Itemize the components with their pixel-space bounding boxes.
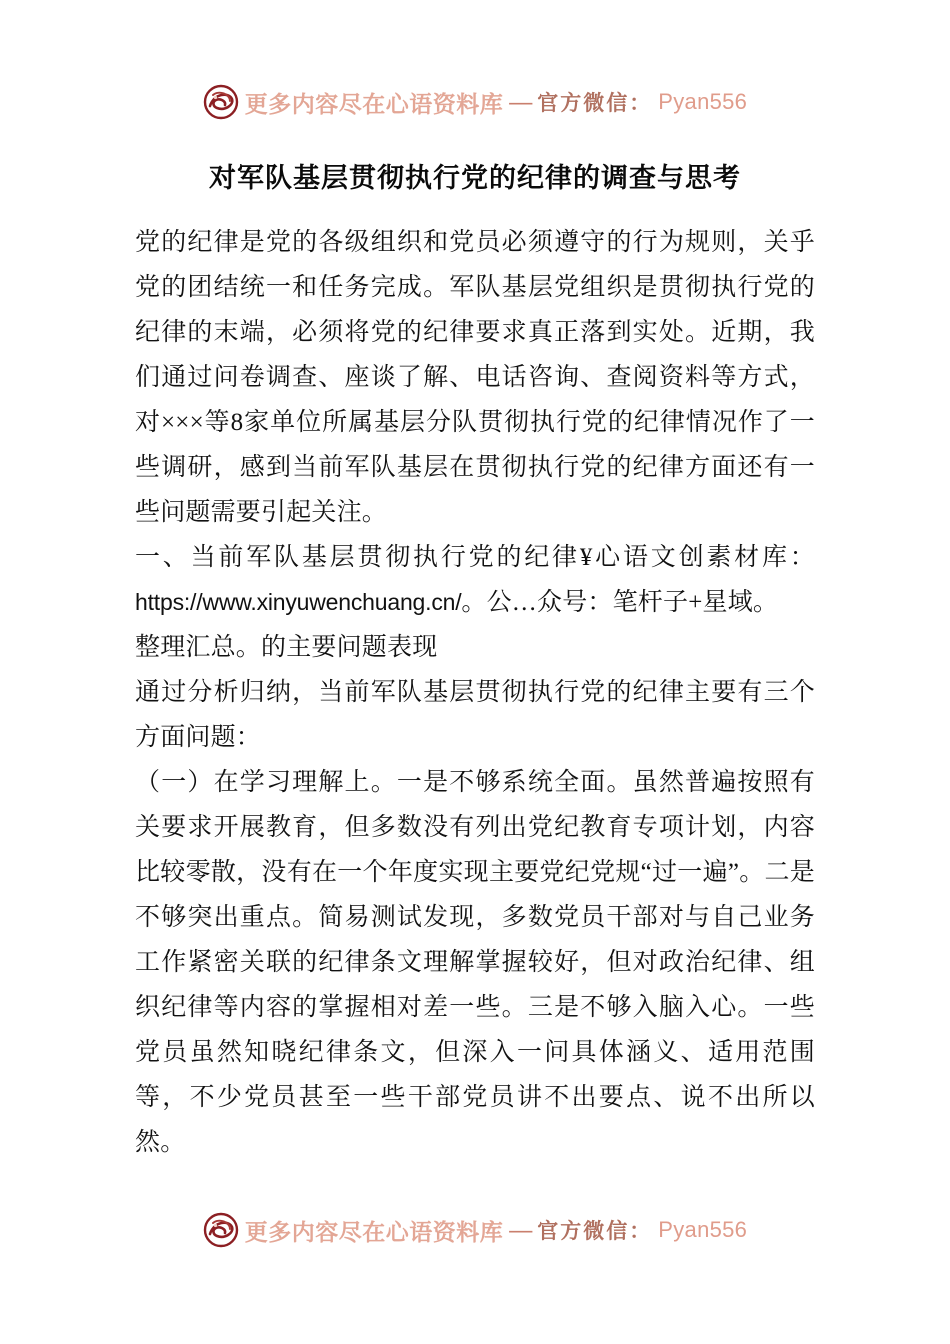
paragraph-overview: 通过分析归纳，当前军队基层贯彻执行党的纪律主要有三个方面问题： (135, 678, 815, 751)
document-body (135, 160, 815, 1165)
paragraph-section-heading (135, 535, 815, 670)
watermark-wechat-handle: Pyan556 (658, 89, 748, 114)
watermark-banner-bottom (0, 1212, 950, 1248)
watermark-dash: — (509, 1217, 532, 1242)
watermark-wechat-label: 官方微信： (537, 91, 653, 115)
paragraph-item-one: （一）在学习理解上。一是不够系统全面。虽然普遍按照有关要求开展教育，但多数没有列出党纪教育专项计划，内容比较零散，没有在一个年度实现主要党纪党规“过一遍”。二是不够突出重点。简易测试发现，多数党员干部对与自己业务工作紧密关联的纪律条文理解掌握较好，但对政治纪律、组织纪律等内容的掌握相对差一些。三是不够入脑入心。一些党员虽然知晓纪律条文，但深入一问具体涵义、适用范围等，不少党员甚至一些干部党员讲不出要点、说不出所以然。 (135, 768, 815, 1156)
promo-suffix: 。公…众号：笔杆子+星域。 (461, 588, 779, 616)
page-title: 对军队基层贯彻执行党的纪律的调查与思考 (209, 163, 741, 193)
section-heading-text: 一、当前军队基层贯彻执行党的纪律¥心语文创素材库： (135, 543, 815, 571)
watermark-wechat-label: 官方微信： (537, 1219, 653, 1243)
swirl-emblem-icon (203, 1212, 239, 1248)
swirl-emblem-icon (203, 84, 239, 120)
watermark-main-text: 更多内容尽在心语资料库 (244, 1219, 504, 1245)
promo-url[interactable]: https://www.xinyuwenchuang.cn/ (135, 588, 462, 615)
paragraph-intro: 党的纪律是党的各级组织和党员必须遵守的行为规则，关乎党的团结统一和任务完成。军队基层党组织是贯彻执行党的纪律的末端，必须将党的纪律要求真正落到实处。近期，我们通过问卷调查、座谈了解、电话咨询、查阅资料等方式，对×××等8家单位所属基层分队贯彻执行党的纪律情况作了一些调研，感到当前军队基层在贯彻执行党的纪律方面还有一些问题需要引起关注。 (135, 228, 815, 526)
promo-tail: 整理汇总。的主要问题表现 (135, 633, 438, 661)
watermark-wechat-handle: Pyan556 (658, 1217, 748, 1242)
watermark-main-text: 更多内容尽在心语资料库 (244, 91, 504, 117)
watermark-banner-top (0, 84, 950, 120)
watermark-dash: — (509, 89, 532, 114)
